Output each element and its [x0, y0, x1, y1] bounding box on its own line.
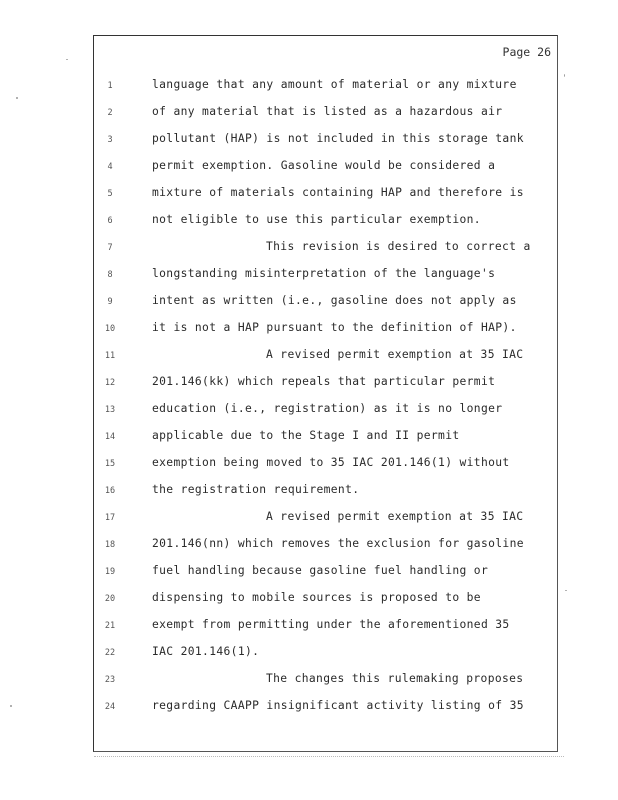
line-text: education (i.e., registration) as it is no longer: [152, 402, 503, 415]
transcript-line: [94, 213, 559, 233]
line-text: of any material that is listed as a hazardous air: [152, 105, 503, 118]
scan-speck: [10, 705, 12, 707]
transcript-line: [94, 699, 559, 719]
transcript-line: [94, 618, 559, 638]
line-text: permit exemption. Gasoline would be considered a: [152, 159, 496, 172]
transcript-line: [94, 672, 559, 692]
line-text: exempt from permitting under the aforementioned 35: [152, 618, 510, 631]
transcript-line: [94, 186, 559, 206]
line-number: 18: [104, 540, 116, 550]
transcript-line: [94, 159, 559, 179]
line-number: 15: [104, 459, 116, 469]
line-number: 22: [104, 648, 116, 658]
transcript-line: [94, 537, 559, 557]
line-number: 4: [107, 162, 113, 172]
line-number: 20: [104, 594, 116, 604]
transcript-line: [94, 321, 559, 341]
line-number: 12: [104, 378, 116, 388]
line-text: pollutant (HAP) is not included in this storage tank: [152, 132, 524, 145]
transcript-line: [94, 591, 559, 611]
line-text: regarding CAAPP insignificant activity listing of 35: [152, 699, 524, 712]
transcript-line: [94, 483, 559, 503]
line-number: 6: [107, 216, 113, 226]
line-number: 17: [104, 513, 116, 523]
line-text: dispensing to mobile sources is proposed to be: [152, 591, 481, 604]
line-number: 9: [107, 297, 113, 307]
scan-speck: [565, 590, 567, 591]
line-text: A revised permit exemption at 35 IAC: [266, 348, 524, 361]
line-text: intent as written (i.e., gasoline does not apply as: [152, 294, 517, 307]
line-number: 14: [104, 432, 116, 442]
transcript-line: [94, 456, 559, 476]
line-number: 3: [107, 135, 113, 145]
line-number: 8: [107, 270, 113, 280]
scan-speck: [564, 74, 565, 77]
transcript-line: [94, 510, 559, 530]
scan-speck: [66, 59, 68, 60]
line-number: 16: [104, 486, 116, 496]
line-number: 23: [104, 675, 116, 685]
transcript-line: [94, 564, 559, 584]
line-text: This revision is desired to correct a: [266, 240, 531, 253]
line-text: applicable due to the Stage I and II permit: [152, 429, 460, 442]
line-number: 5: [107, 189, 113, 199]
line-number: 7: [107, 243, 113, 253]
line-text: mixture of materials containing HAP and therefore is: [152, 186, 524, 199]
transcript-line: [94, 375, 559, 395]
line-number: 2: [107, 108, 113, 118]
line-number: 13: [104, 405, 116, 415]
transcript-line: [94, 132, 559, 152]
line-text: IAC 201.146(1).: [152, 645, 260, 658]
line-text: not eligible to use this particular exemption.: [152, 213, 481, 226]
line-text: The changes this rulemaking proposes: [266, 672, 524, 685]
transcript-line: [94, 105, 559, 125]
line-text: it is not a HAP pursuant to the definition of HAP).: [152, 321, 517, 334]
line-text: 201.146(nn) which removes the exclusion for gasoline: [152, 537, 524, 550]
transcript-line: [94, 78, 559, 98]
transcript-line: [94, 294, 559, 314]
line-text: 201.146(kk) which repeals that particular permit: [152, 375, 496, 388]
transcript-line: [94, 348, 559, 368]
line-number: 24: [104, 702, 116, 712]
line-number: 21: [104, 621, 116, 631]
line-number: 1: [107, 81, 113, 91]
page-number: Page 26: [502, 45, 551, 59]
transcript-line: [94, 240, 559, 260]
transcript-line: [94, 429, 559, 449]
line-number: 10: [104, 324, 116, 334]
scan-edge-noise: [94, 756, 564, 759]
line-text: language that any amount of material or any mixture: [152, 78, 517, 91]
line-text: longstanding misinterpretation of the language's: [152, 267, 496, 280]
transcript-line: [94, 402, 559, 422]
line-number: 11: [104, 351, 116, 361]
line-text: exemption being moved to 35 IAC 201.146(1) without: [152, 456, 510, 469]
transcript-line: [94, 645, 559, 665]
transcript-line: [94, 267, 559, 287]
transcript-page: [93, 35, 558, 752]
line-text: fuel handling because gasoline fuel handling or: [152, 564, 489, 577]
line-text: A revised permit exemption at 35 IAC: [266, 510, 524, 523]
scan-speck: [16, 97, 18, 99]
line-number: 19: [104, 567, 116, 577]
line-text: the registration requirement.: [152, 483, 360, 496]
